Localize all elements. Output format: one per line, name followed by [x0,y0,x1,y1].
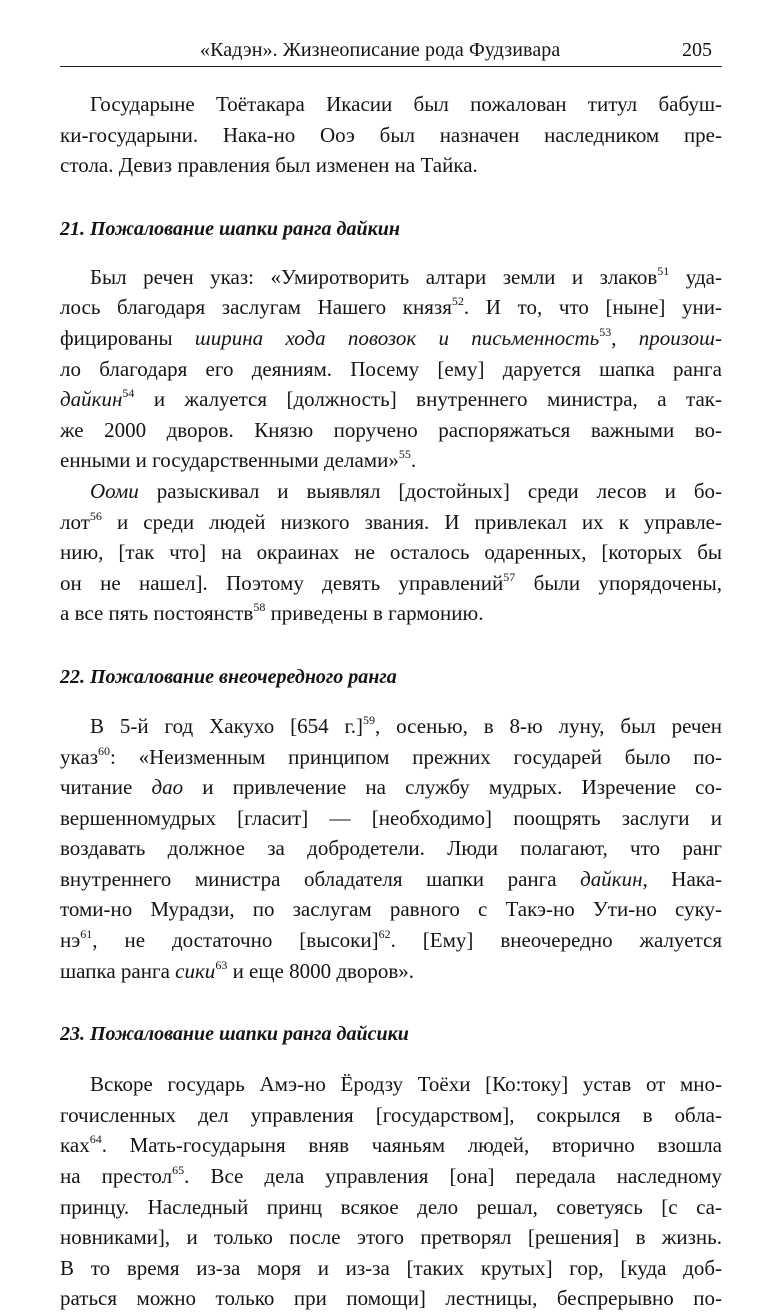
text-run: енными и государственными делами» [60,448,399,473]
text-line [60,598,722,629]
text-line: стола. Девиз правления был изменен на Тайка. [60,153,478,178]
footnote-ref: 56 [89,508,102,523]
text-run: , не достаточно [высоки] [92,928,379,953]
section-heading-23: 23. Пожалование шапки ранга дайсики [60,1023,409,1046]
page-number: 205 [682,39,712,61]
section-22-paragraph [60,711,722,986]
text-line [60,445,722,476]
text-line: Вскоре государь Амэ-но Ёродзу Тоёхи [Ко:току] устав от мно- [90,1072,722,1097]
text-run: . Мать-государыня вняв чаяньям людей, вторично взошла [101,1133,722,1158]
text-line: раться можно только при помощи] лестницы, беспрерывно по- [60,1286,722,1311]
text-line [60,323,722,354]
text-run: . Все дела управления [она] передала наследному [184,1164,722,1189]
text-line [60,711,722,742]
text-line [60,742,722,773]
text-run: , осенью, в 8-ю луну, был речен [375,713,722,738]
footnote-ref: 65 [172,1163,185,1178]
footnote-ref: 51 [657,263,670,278]
text-run: разыскивал и выявлял [достойных] среди лесов и бо- [138,478,722,503]
text-line [60,476,722,507]
text-run: уда- [669,264,722,289]
footnote-ref: 58 [253,600,266,615]
text-line [60,507,722,538]
text-run: В 5-й год Хакухо [654 г.] [90,713,363,738]
italic-term: дао [151,775,184,800]
text-run: и среди людей низкого звания. И привлекал их к управле- [101,509,722,534]
footnote-ref: 54 [122,386,135,401]
text-run: были упорядочены, [515,570,722,595]
running-title: «Кадэн». Жизнеописание рода Фудзивара [200,39,561,61]
footnote-ref: 55 [398,447,411,462]
footnote-ref: 64 [89,1132,102,1147]
intro-paragraph [60,89,722,181]
text-line [60,956,722,987]
footnote-ref: 52 [451,294,464,309]
text-run: и жалуется [должность] внутреннего министра, а так- [134,387,722,412]
text-run: : «Неизменным принципом прежних государей было по- [110,744,722,769]
section-21-paragraph-2 [60,476,722,629]
running-head [60,34,722,67]
footnote-ref: 59 [363,712,375,727]
text-line: же 2000 дворов. Князю поручено распоряжаться важными во- [60,417,722,442]
text-run: внутреннего министра обладателя шапки ранга [60,866,581,891]
italic-term: сики [175,958,216,983]
section-21-paragraph-1 [60,262,722,476]
text-run: лось благодаря заслугам Нашего князя [60,295,452,320]
text-line [60,292,722,323]
text-run: лот [60,509,90,534]
book-page [60,34,722,1314]
text-run: фицированы [60,325,195,350]
text-line: гочисленных дел управления [государством], сокрылся в обла- [60,1102,722,1127]
italic-term: дайкин [60,387,123,412]
text-run: , Нака- [642,866,722,891]
text-run: , [611,325,639,350]
text-line: В то время из-за моря и из-за [таких крутых] гор, [куда доб- [60,1255,722,1280]
italic-term: дайкин [580,866,643,891]
text-line: томи-но Мурадзи, по заслугам равного с Такэ-но Ути-но суку- [60,897,722,922]
text-line [60,384,722,415]
text-run: . [410,448,417,473]
text-line: ки-государыни. Нака-но Ооэ был назначен наследником пре- [60,122,722,147]
footnote-ref: 53 [599,324,612,339]
footnote-ref: 62 [378,927,391,942]
text-line [60,772,722,803]
text-run: . И то, что [ныне] уни- [463,295,723,320]
text-line: принцу. Наследный принц всякое дело решал, советуясь [с са- [60,1194,722,1219]
text-run: ках [60,1133,90,1158]
text-run: читание [60,775,152,800]
text-line [60,1130,722,1161]
text-run: приведены в гармонию. [265,601,484,626]
text-line: воздавать должное за добродетели. Люди полагают, что ранг [60,836,722,861]
section-heading-21: 21. Пожалование шапки ранга дайкин [60,217,400,240]
text-run: и привлечение на службу мудрых. Изречение со- [183,775,722,800]
text-run: шапка ранга [60,958,176,983]
text-run: он не нашел]. Поэтому девять управлений [60,570,504,595]
text-run: на престол [60,1164,173,1189]
text-run: и еще 8000 дворов». [227,958,414,983]
italic-term: произош- [638,325,722,350]
text-line [60,925,722,956]
text-line [60,262,722,293]
section-heading-22: 22. Пожалование внеочередного ранга [60,665,397,688]
text-run: нэ [60,928,81,953]
section-23-paragraph [60,1069,722,1314]
italic-term: ширина хода повозок и письменность [194,325,600,350]
text-line: новниками], и только после этого претворял [решения] в жизнь. [60,1225,722,1250]
text-run: указ [60,744,99,769]
text-line [60,864,722,895]
italic-term: Ооми [90,478,139,503]
footnote-ref: 57 [503,569,516,584]
footnote-ref: 60 [98,743,111,758]
footnote-ref: 63 [215,957,228,972]
text-line [60,568,722,599]
text-run: Был речен указ: «Умиротворить алтари земли и злаков [90,264,658,289]
text-line: Государыне Тоётакара Икасии был пожалован титул бабуш- [90,92,722,116]
text-line: вершенномудрых [гласит] — [необходимо] поощрять заслуги и [60,805,722,830]
text-line [60,1161,722,1192]
text-line: ло благодаря его деяниям. Посему [ему] даруется шапка ранга [60,356,722,381]
footnote-ref: 61 [80,927,93,942]
text-run: . [Ему] внеочередно жалуется [390,928,722,953]
text-run: а все пять постоянств [60,601,254,626]
text-line: нию, [так что] на окраинах не осталось одаренных, [которых бы [60,540,722,565]
